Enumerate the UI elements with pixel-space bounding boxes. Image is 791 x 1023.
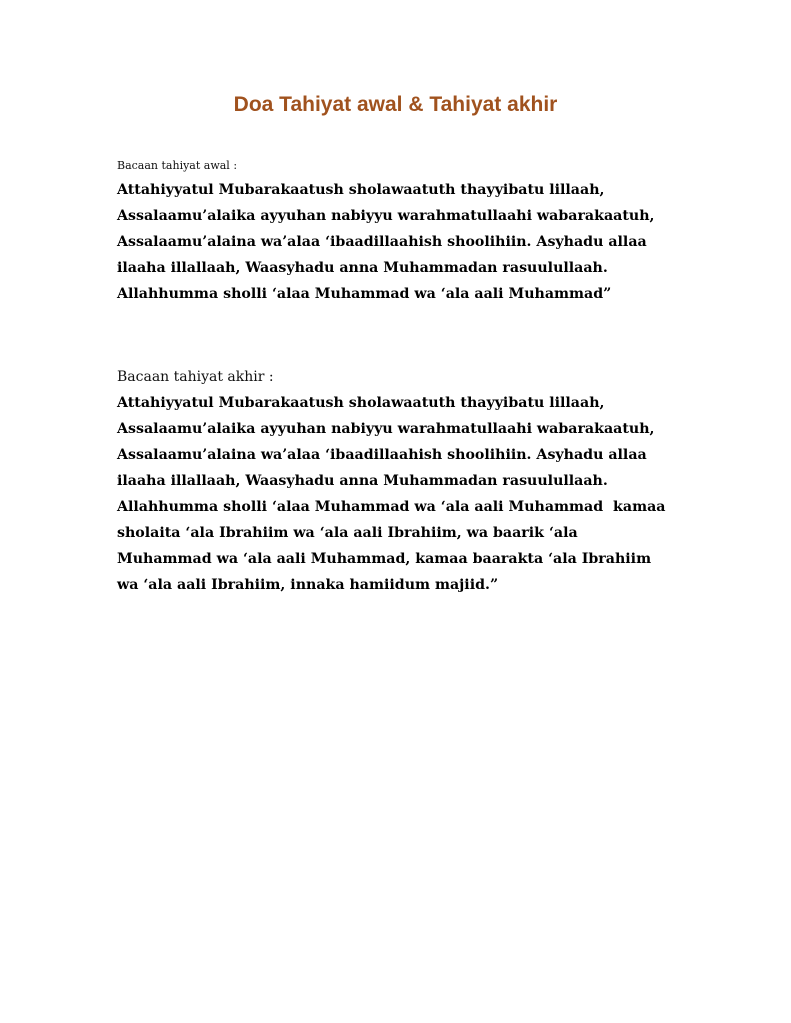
prayer-line: Allahhumma sholli ‘alaa Muhammad wa ‘ala aali Muhammad” — [117, 286, 612, 302]
prayer-line: Attahiyyatul Mubarakaatush sholawaatuth thayyibatu lillaah, — [117, 182, 605, 198]
section-label: Bacaan tahiyat awal : — [117, 159, 238, 172]
prayer-line: Assalaamu’alaika ayyuhan nabiyyu warahmatullaahi wabarakaatuh, — [117, 208, 655, 224]
prayer-text — [117, 390, 687, 598]
section-tahiyat-awal — [117, 155, 687, 307]
prayer-line: sholaita ‘ala Ibrahiim wa ‘ala aali Ibrahiim, wa baarik ‘ala — [117, 525, 578, 541]
prayer-line: ilaaha illallaah, Waasyhadu anna Muhammadan rasuulullaah. — [117, 473, 608, 489]
section-tahiyat-akhir — [117, 364, 687, 598]
prayer-line: Attahiyyatul Mubarakaatush sholawaatuth thayyibatu lillaah, — [117, 395, 605, 411]
prayer-line: Assalaamu’alaina wa’alaa ‘ibaadillaahish shoolihiin. Asyhadu allaa — [117, 234, 647, 250]
prayer-line: Assalaamu’alaika ayyuhan nabiyyu warahmatullaahi wabarakaatuh, — [117, 421, 655, 437]
prayer-line: Muhammad wa ‘ala aali Muhammad, kamaa baarakta ‘ala Ibrahiim — [117, 551, 652, 567]
document-title: Doa Tahiyat awal & Tahiyat akhir — [233, 93, 558, 116]
prayer-line: wa ‘ala aali Ibrahiim, innaka hamiidum majiid.” — [117, 577, 499, 593]
prayer-line: ilaaha illallaah, Waasyhadu anna Muhammadan rasuulullaah. — [117, 260, 608, 276]
prayer-line: Assalaamu’alaina wa’alaa ‘ibaadillaahish shoolihiin. Asyhadu allaa — [117, 447, 647, 463]
section-label: Bacaan tahiyat akhir : — [117, 369, 274, 385]
prayer-text — [117, 177, 687, 307]
prayer-line: Allahhumma sholli ‘alaa Muhammad wa ‘ala aali Muhammad kamaa — [117, 499, 666, 515]
